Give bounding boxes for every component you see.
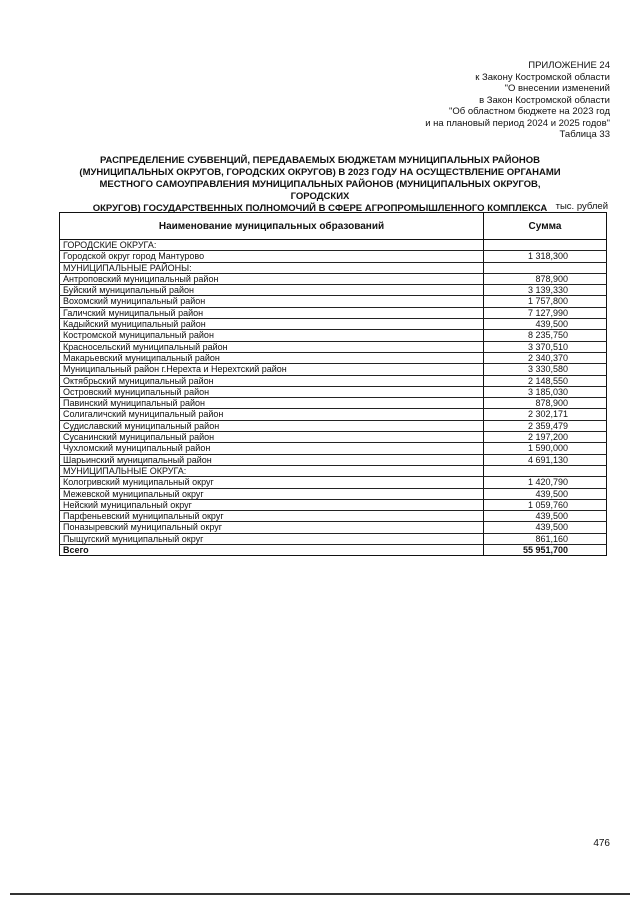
appendix-line: ПРИЛОЖЕНИЕ 24 [528, 60, 610, 71]
table-row [60, 375, 607, 386]
municipality-name: Городской округ город Мантурово [60, 251, 484, 262]
table-row [60, 296, 607, 307]
municipality-name: Буйский муниципальный район [60, 285, 484, 296]
column-header-amount: Сумма [484, 213, 607, 240]
municipality-name: Сусанинский муниципальный район [60, 432, 484, 443]
column-header-name: Наименование муниципальных образований [60, 213, 484, 240]
title-line: (МУНИЦИПАЛЬНЫХ ОКРУГОВ, ГОРОДСКИХ ОКРУГОВ) В 2023 ГОДУ НА ОСУЩЕСТВЛЕНИЕ ОРГАНАМИ [79, 167, 561, 178]
municipality-name: Чухломский муниципальный район [60, 443, 484, 454]
table-row [60, 330, 607, 341]
appendix-line: в Закон Костромской области [479, 94, 610, 106]
amount-cell: 439,500 [484, 319, 607, 330]
amount-cell: 3 139,330 [484, 285, 607, 296]
municipality-name: ГОРОДСКИЕ ОКРУГА: [60, 240, 484, 251]
amount-cell: 8 235,750 [484, 330, 607, 341]
table-row [60, 273, 607, 284]
amount-cell: 2 340,370 [484, 352, 607, 363]
municipality-name: Межевской муниципальный округ [60, 488, 484, 499]
amount-cell: 439,500 [484, 488, 607, 499]
amount-cell: 3 370,510 [484, 341, 607, 352]
amount-cell: 439,500 [484, 511, 607, 522]
municipality-name: Нейский муниципальный округ [60, 499, 484, 510]
table-row [60, 533, 607, 544]
municipality-name: Муниципальный район г.Нерехта и Нерехтский район [60, 364, 484, 375]
table-row [60, 488, 607, 499]
amount-cell: 2 302,171 [484, 409, 607, 420]
appendix-line: к Закону Костромской области [475, 71, 610, 83]
amount-cell: 878,900 [484, 398, 607, 409]
amount-cell: 2 359,479 [484, 420, 607, 431]
units-label: тыс. рублей [555, 201, 608, 212]
municipality-name: Макарьевский муниципальный район [60, 352, 484, 363]
municipality-name: Кадыйский муниципальный район [60, 319, 484, 330]
table-row [60, 307, 607, 318]
appendix-line: "О внесении изменений [504, 83, 610, 94]
municipality-name: МУНИЦИПАЛЬНЫЕ РАЙОНЫ: [60, 262, 484, 273]
municipality-name: Поназыревский муниципальный округ [60, 522, 484, 533]
municipality-name: Судиславский муниципальный район [60, 420, 484, 431]
amount-cell: 1 059,760 [484, 499, 607, 510]
amount-cell: 861,160 [484, 533, 607, 544]
table-row [60, 511, 607, 522]
title-line: РАСПРЕДЕЛЕНИЕ СУБВЕНЦИЙ, ПЕРЕДАВАЕМЫХ БЮДЖЕТАМ МУНИЦИПАЛЬНЫХ РАЙОНОВ [99, 155, 540, 166]
title-line: МЕСТНОГО САМОУПРАВЛЕНИЯ МУНИЦИПАЛЬНЫХ РАЙОНОВ (МУНИЦИПАЛЬНЫХ ОКРУГОВ, ГОРОДСКИХ [99, 179, 541, 202]
municipality-name: Павинский муниципальный район [60, 398, 484, 409]
appendix-header [310, 60, 610, 141]
amount-cell: 439,500 [484, 522, 607, 533]
amount-cell [484, 262, 607, 273]
amount-cell: 7 127,990 [484, 307, 607, 318]
appendix-line: и на плановый период 2024 и 2025 годов" [425, 117, 610, 129]
amount-cell: 1 590,000 [484, 443, 607, 454]
amount-cell [484, 240, 607, 251]
table-row [60, 319, 607, 330]
amount-cell: 3 330,580 [484, 364, 607, 375]
municipality-name: Костромской муниципальный район [60, 330, 484, 341]
table-row [60, 285, 607, 296]
municipality-name: МУНИЦИПАЛЬНЫЕ ОКРУГА: [60, 465, 484, 476]
table-row [60, 398, 607, 409]
municipality-name: Солигаличский муниципальный район [60, 409, 484, 420]
amount-cell: 2 197,200 [484, 432, 607, 443]
table-row [60, 352, 607, 363]
table-row [60, 443, 607, 454]
table-row [60, 409, 607, 420]
table-row [60, 465, 607, 476]
table-number: Таблица 33 [559, 129, 610, 140]
table-row [60, 420, 607, 431]
municipality-name: Галичский муниципальный район [60, 307, 484, 318]
amount-cell: 2 148,550 [484, 375, 607, 386]
distribution-table [59, 212, 607, 556]
table-row [60, 499, 607, 510]
table-body [60, 240, 607, 556]
municipality-name: Красносельский муниципальный район [60, 341, 484, 352]
table-row [60, 522, 607, 533]
amount-cell: 1 318,300 [484, 251, 607, 262]
table-row [60, 386, 607, 397]
amount-cell: 878,900 [484, 273, 607, 284]
municipality-name: Вохомский муниципальный район [60, 296, 484, 307]
municipality-name: Октябрьский муниципальный район [60, 375, 484, 386]
amount-cell: 4 691,130 [484, 454, 607, 465]
municipality-name: Кологривский муниципальный округ [60, 477, 484, 488]
document-title [70, 155, 570, 215]
municipality-name: Островский муниципальный район [60, 386, 484, 397]
total-row [60, 545, 607, 556]
municipality-name: Антроповский муниципальный район [60, 273, 484, 284]
table-row [60, 341, 607, 352]
title-line: ОКРУГОВ) ГОСУДАРСТВЕННЫХ ПОЛНОМОЧИЙ В СФЕРЕ АГРОПРОМЫШЛЕННОГО КОМПЛЕКСА [92, 203, 548, 214]
table-row [60, 262, 607, 273]
page-number: 476 [593, 838, 610, 849]
table-header-row [60, 213, 607, 240]
table-row [60, 477, 607, 488]
appendix-line: "Об областном бюджете на 2023 год [449, 106, 610, 117]
table-row [60, 432, 607, 443]
table-row [60, 364, 607, 375]
total-label: Всего [60, 545, 484, 556]
municipality-name: Парфеньевский муниципальный округ [60, 511, 484, 522]
amount-cell: 1 420,790 [484, 477, 607, 488]
table-row [60, 454, 607, 465]
amount-cell: 3 185,030 [484, 386, 607, 397]
municipality-name: Шарьинский муниципальный район [60, 454, 484, 465]
bottom-rule [10, 893, 630, 895]
table-row [60, 240, 607, 251]
table-row [60, 251, 607, 262]
amount-cell [484, 465, 607, 476]
municipality-name: Пыщугский муниципальный округ [60, 533, 484, 544]
total-amount: 55 951,700 [484, 545, 607, 556]
amount-cell: 1 757,800 [484, 296, 607, 307]
